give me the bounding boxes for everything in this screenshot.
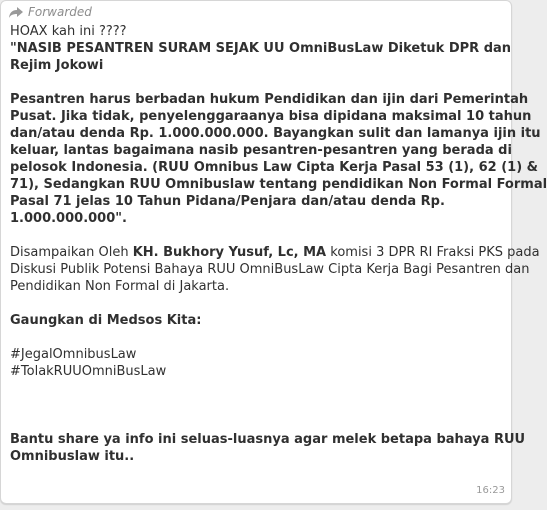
message-line <box>10 244 540 261</box>
message-line: Diskusi Publik Potensi Bahaya RUU OmniBusLaw Cipta Kerja Bagi Pesantren dan <box>10 262 530 277</box>
hashtag: #TolakRUUOmniBusLaw <box>10 364 167 379</box>
message-line: Pusat. Jika tidak, penyelenggaraanya bisa dipidana maksimal 10 tahun <box>10 109 532 124</box>
message-line: Pendidikan Non Formal di Jakarta. <box>10 279 230 294</box>
forwarded-label: Forwarded <box>28 4 92 19</box>
message-line: keluar, lantas bagaimana nasib pesantren-pesantren yang berada di <box>10 143 512 158</box>
forwarded-indicator <box>9 4 92 20</box>
message-line: Pesantren harus berbadan hukum Pendidikan dan ijin dari Pemerintah <box>10 92 529 107</box>
message-line: Rejim Jokowi <box>10 58 104 73</box>
speaker-name: KH. Bukhory Yusuf, Lc, MA <box>132 245 327 260</box>
message-line: 71), Sedangkan RUU Omnibuslaw tentang pendidikan Non Formal Formal <box>10 177 547 192</box>
message-line: Bantu share ya info ini seluas-luasnya agar melek betapa bahaya RUU <box>10 432 526 447</box>
message-line: Gaungkan di Medsos Kita: <box>10 313 202 328</box>
message-line: dan/atau denda Rp. 1.000.000.000. Bayangkan sulit dan lamanya ijin itu <box>10 126 541 141</box>
forward-arrow-icon <box>9 7 23 18</box>
message-line: "NASIB PESANTREN SURAM SEJAK UU OmniBusLaw Diketuk DPR dan <box>10 41 512 56</box>
hashtag: #JegalOmnibusLaw <box>10 347 137 362</box>
message-line: Pasal 71 jelas 10 Tahun Pidana/Penjara dan/atau denda Rp. <box>10 194 445 209</box>
message-line: pelosok Indonesia. (RUU Omnibus Law Cipta Kerja Pasal 53 (1), 62 (1) & <box>10 160 538 175</box>
message-text <box>10 23 547 465</box>
message-line: HOAX kah ini ???? <box>10 24 127 39</box>
message-timestamp: 16:23 <box>476 485 505 496</box>
message-text-plain: komisi 3 DPR RI Fraksi PKS pada <box>326 245 540 260</box>
message-text-plain: Disampaikan Oleh <box>10 245 133 260</box>
message-line: Omnibuslaw itu.. <box>10 449 135 464</box>
message-line: 1.000.000.000". <box>10 211 127 226</box>
